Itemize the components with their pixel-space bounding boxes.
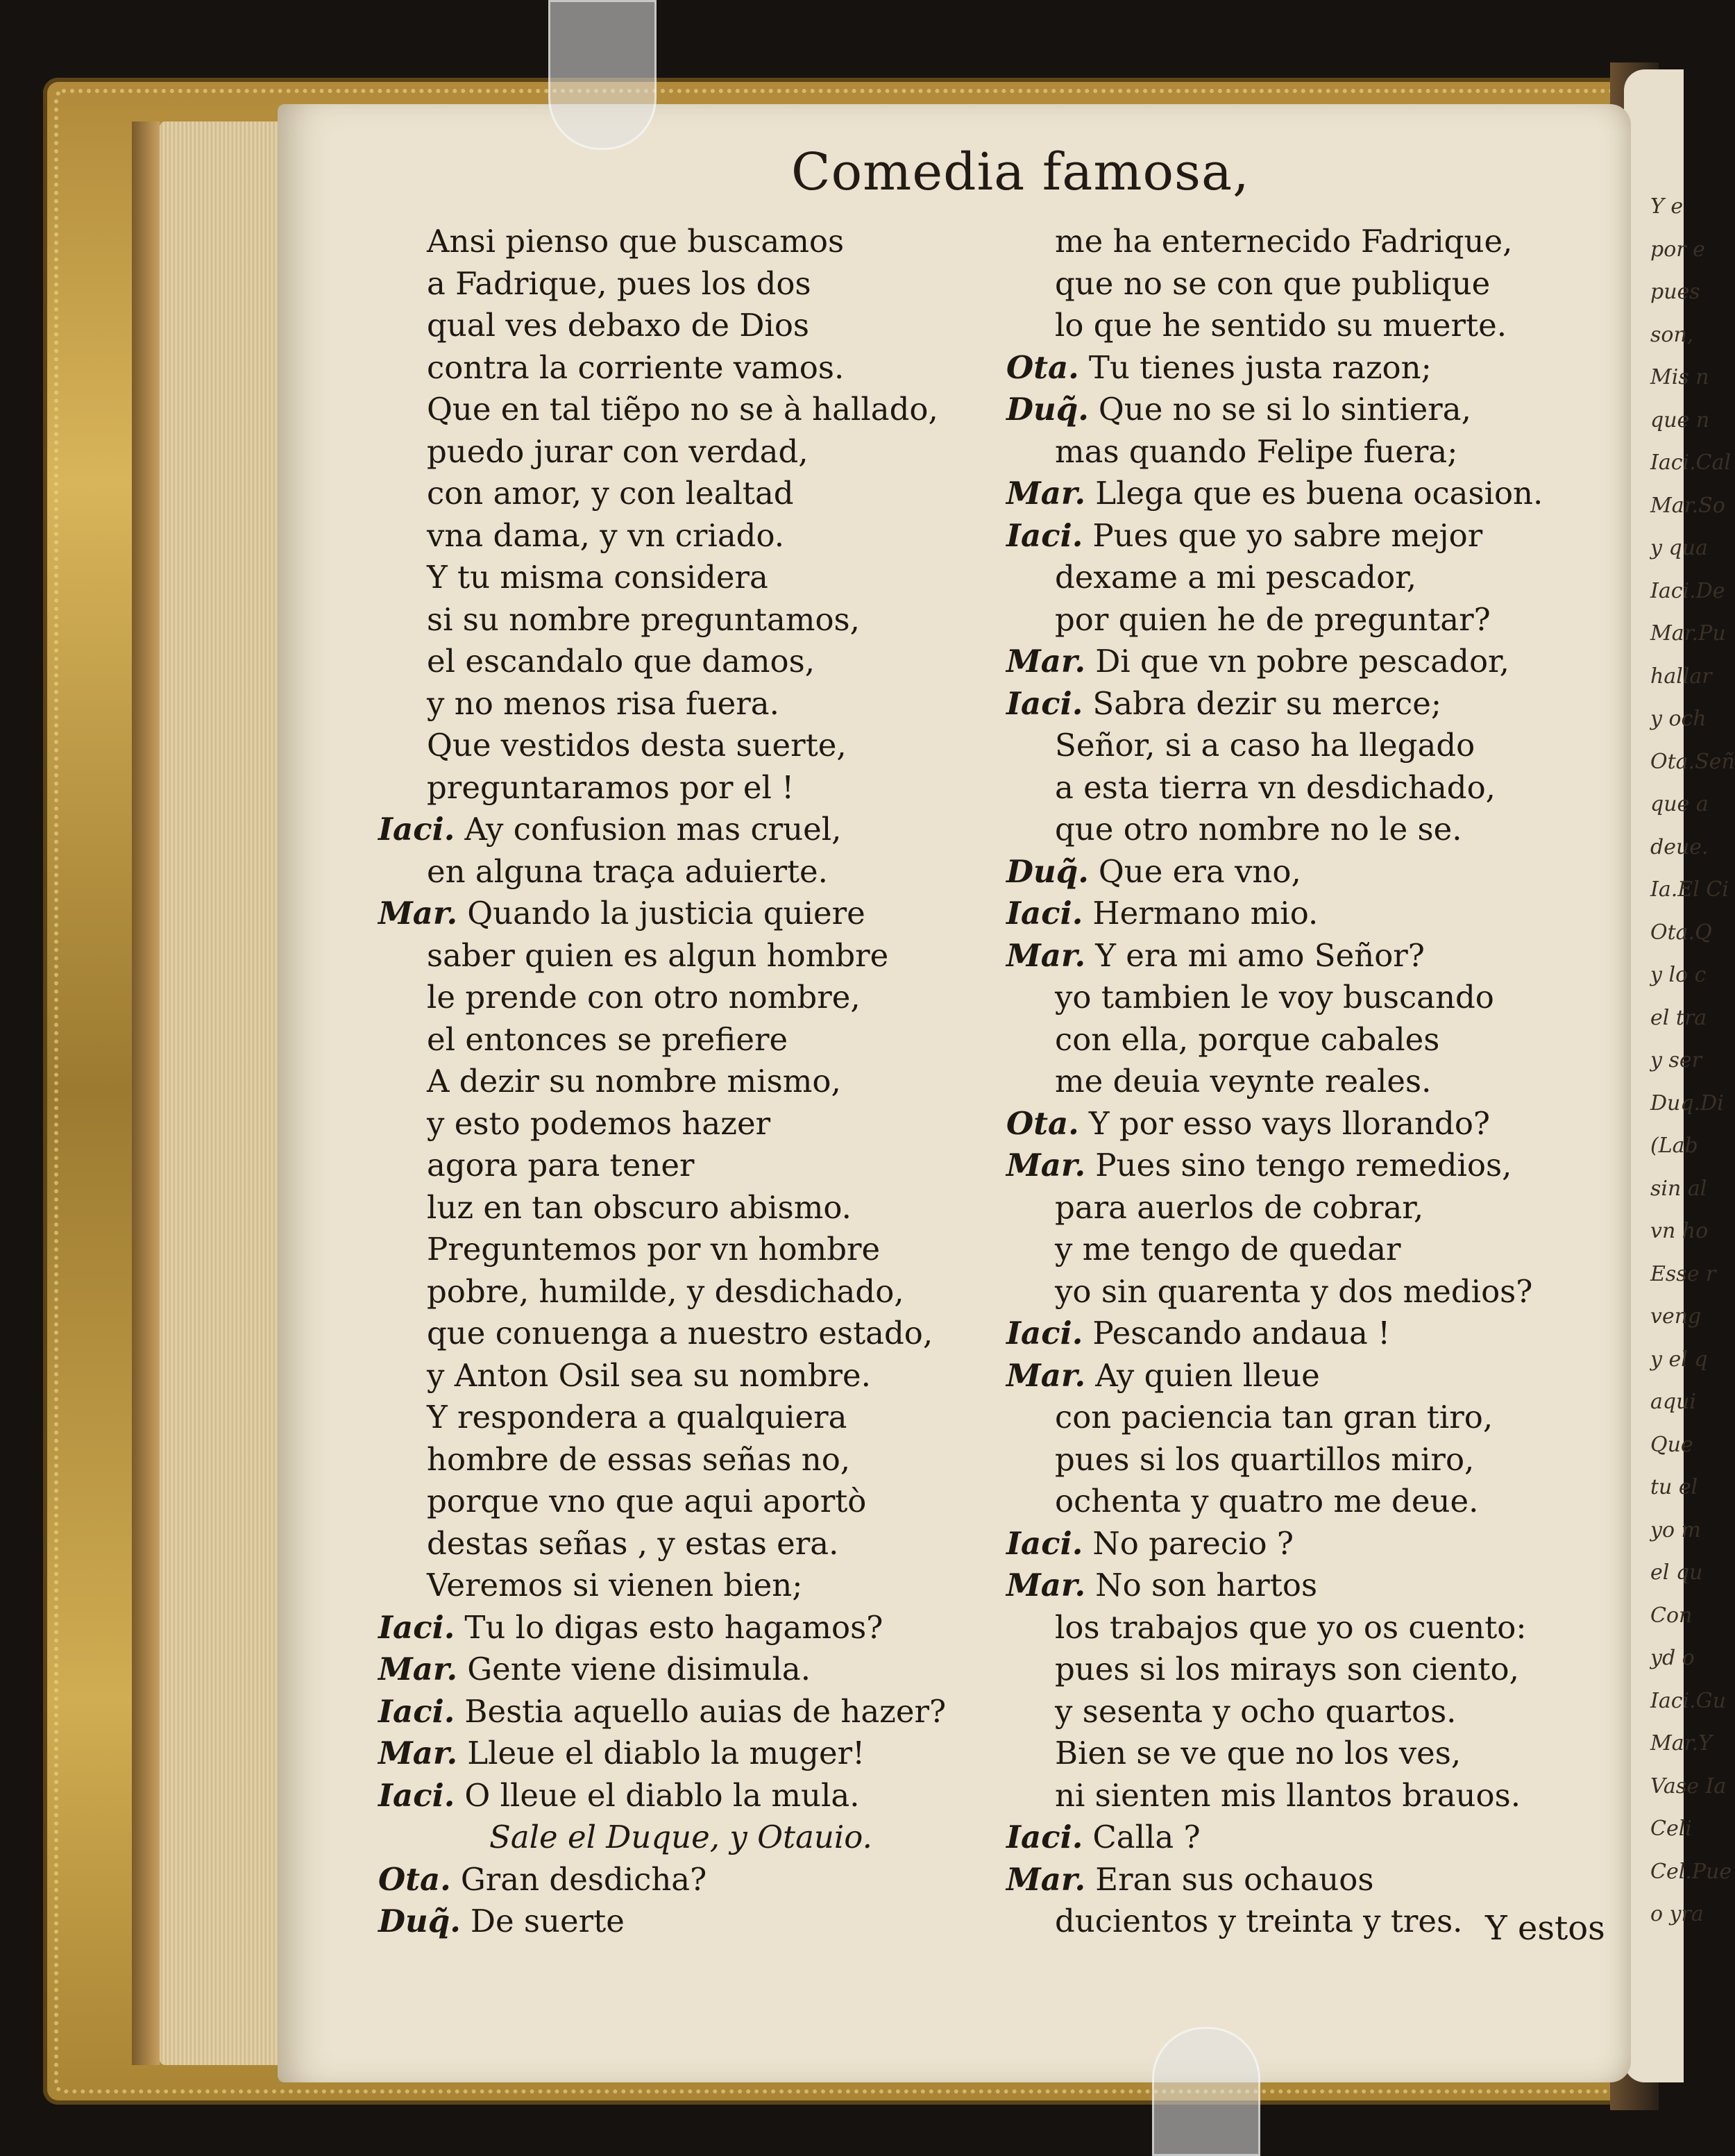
- verse-line: [1006, 1061, 1575, 1103]
- verse-text: Hermano mio.: [1092, 895, 1319, 932]
- verse-text: O lleue el diablo la mula.: [464, 1776, 860, 1814]
- verse-line: [1006, 767, 1575, 809]
- facing-page-fragment: Con: [1650, 1603, 1693, 1628]
- speaker-label: Mar.: [1006, 1567, 1086, 1603]
- speaker-label: Iaci.: [1006, 684, 1083, 722]
- facing-page-fragment: Esse r: [1650, 1261, 1716, 1286]
- verse-line: [378, 1103, 975, 1145]
- verse-line: [1006, 1733, 1575, 1775]
- speaker-label: Ota.: [1006, 348, 1079, 386]
- verse-text: Y era mi amo Señor?: [1095, 936, 1425, 974]
- verse-text: qual ves debaxo de Dios: [427, 307, 810, 344]
- verse-line: [1006, 977, 1575, 1019]
- verse-text: No son hartos: [1095, 1567, 1318, 1603]
- facing-page-fragment: yd o: [1650, 1646, 1695, 1670]
- speaker-label: Iaci.: [378, 1608, 455, 1646]
- facing-page-fragment: Vase Ia: [1650, 1774, 1727, 1799]
- verse-line: [378, 767, 975, 809]
- speaker-label: Iaci.: [1006, 1524, 1083, 1562]
- verse-line: [378, 1481, 975, 1523]
- verse-text: destas señas , y estas era.: [427, 1524, 839, 1562]
- speaker-label: Iaci.: [378, 1776, 455, 1814]
- facing-page-fragment: y lo c: [1650, 963, 1707, 987]
- verse-text: y no menos risa fuera.: [427, 684, 779, 722]
- facing-page-fragment: Ia.El Ci: [1650, 877, 1729, 902]
- verse-line: [378, 1271, 975, 1313]
- facing-page-fragment: pues: [1650, 280, 1700, 304]
- speaker-label: Duq̃.: [378, 1903, 461, 1939]
- facing-page-fragment: Iaci.De: [1650, 578, 1725, 603]
- facing-page-fragment: el qu: [1650, 1560, 1703, 1585]
- facing-page-fragment: Que: [1650, 1432, 1693, 1457]
- verse-line: [378, 1439, 975, 1481]
- verse-line: [1006, 809, 1575, 851]
- verse-line: [1006, 1229, 1575, 1271]
- verse-line: [378, 1565, 975, 1607]
- verse-line: [1006, 1607, 1575, 1649]
- verse-text: A dezir su nombre mismo,: [427, 1063, 841, 1100]
- verse-line: [378, 851, 975, 893]
- verse-line: [1006, 431, 1575, 473]
- verse-text: a esta tierra vn desdichado,: [1055, 768, 1496, 806]
- facing-page-fragment: Mis n: [1650, 365, 1709, 389]
- verse-text: Pescando andaua !: [1092, 1315, 1391, 1351]
- verse-line: [1006, 1523, 1575, 1565]
- speaker-label: Mar.: [1006, 475, 1086, 512]
- speaker-label: Mar.: [1006, 1147, 1086, 1184]
- facing-page-fragment: tu el: [1650, 1475, 1698, 1499]
- verse-text: el entonces se prefiere: [427, 1020, 788, 1058]
- verse-text: y esto podemos hazer: [427, 1104, 771, 1142]
- verse-text: Y respondera a qualquiera: [427, 1399, 847, 1435]
- facing-page-fragment: sin al: [1650, 1176, 1707, 1201]
- verse-text: que otro nombre no le se.: [1055, 811, 1462, 848]
- left-text-column: [378, 221, 975, 1943]
- speaker-label: Iaci.: [1006, 895, 1083, 932]
- facing-page-fragment: y qua: [1650, 536, 1708, 560]
- verse-text: y Anton Osil sea su nombre.: [427, 1356, 871, 1394]
- verse-line: [378, 1775, 975, 1817]
- verse-line: [378, 1649, 975, 1691]
- verse-line: [1006, 1439, 1575, 1481]
- verse-line: [378, 1397, 975, 1439]
- speaker-label: Ota.: [1006, 1104, 1079, 1142]
- verse-text: con paciencia tan gran tiro,: [1055, 1399, 1493, 1435]
- speaker-label: Mar.: [1006, 1860, 1086, 1898]
- verse-text: para auerlos de cobrar,: [1055, 1188, 1424, 1226]
- verse-text: los trabajos que yo os cuento:: [1055, 1608, 1527, 1646]
- verse-line: [378, 431, 975, 473]
- facing-page-fragment: son,: [1650, 322, 1694, 347]
- verse-text: Bestia aquello auias de hazer?: [464, 1692, 947, 1730]
- verse-text: agora para tener: [427, 1147, 695, 1184]
- speaker-label: Mar.: [1006, 1356, 1086, 1394]
- verse-text: Que no se si lo sintiera,: [1098, 391, 1471, 428]
- speaker-label: Iaci.: [378, 1692, 455, 1730]
- verse-line: [1006, 893, 1575, 935]
- verse-line: [378, 1691, 975, 1733]
- verse-text: Calla ?: [1092, 1819, 1201, 1855]
- verse-text: vna dama, y vn criado.: [427, 516, 785, 554]
- verse-text: Y por esso vays llorando?: [1088, 1104, 1491, 1142]
- verse-text: Pues que yo sabre mejor: [1092, 516, 1483, 554]
- verse-line: [378, 389, 975, 431]
- verse-line: [378, 935, 975, 977]
- verse-text: hombre de essas señas no,: [427, 1440, 851, 1478]
- verse-text: Gran desdicha?: [460, 1860, 707, 1898]
- page-edges: [160, 121, 285, 2065]
- verse-line: [378, 893, 975, 935]
- verse-text: yo tambien le voy buscando: [1055, 979, 1494, 1016]
- verse-line: [378, 515, 975, 557]
- verse-text: Gente viene disimula.: [467, 1651, 811, 1687]
- verse-line: [1006, 641, 1575, 683]
- running-head: Comedia famosa,: [791, 142, 1250, 202]
- verse-text: Di que vn pobre pescador,: [1095, 643, 1509, 680]
- verse-line: [1006, 1313, 1575, 1355]
- verse-line: [1006, 389, 1575, 431]
- facing-page-fragment: Mar.Pu: [1650, 621, 1726, 646]
- verse-text: Bien se ve que no los ves,: [1055, 1735, 1462, 1771]
- speaker-label: Mar.: [378, 1651, 458, 1687]
- verse-text: Eran sus ochauos: [1095, 1860, 1374, 1898]
- verse-line: [1006, 1145, 1575, 1187]
- verse-line: [1006, 1103, 1575, 1145]
- verse-line: [1006, 1691, 1575, 1733]
- verse-text: luz en tan obscuro abismo.: [427, 1188, 852, 1226]
- verse-line: [378, 305, 975, 347]
- verse-text: y me tengo de quedar: [1055, 1231, 1401, 1268]
- verse-line: [378, 347, 975, 389]
- verse-line: [378, 1901, 975, 1943]
- speaker-label: Ota.: [378, 1860, 451, 1898]
- speaker-label: Mar.: [1006, 936, 1086, 974]
- verse-line: [378, 1145, 975, 1187]
- verse-line: [378, 1313, 975, 1355]
- verse-text: No parecio ?: [1092, 1524, 1294, 1562]
- verse-text: con amor, y con lealtad: [427, 475, 794, 512]
- verse-text: Ay confusion mas cruel,: [464, 811, 842, 848]
- verse-text: yo sin quarenta y dos medios?: [1055, 1272, 1533, 1310]
- verse-text: ducientos y treinta y tres.: [1055, 1903, 1463, 1939]
- verse-text: puedo jurar con verdad,: [427, 432, 809, 470]
- verse-text: Preguntemos por vn hombre: [427, 1231, 881, 1268]
- facing-page-fragment: Ota.Q: [1650, 920, 1712, 945]
- speaker-label: Iaci.: [1006, 1315, 1083, 1351]
- facing-page-fragment: Cel.Pue: [1650, 1859, 1732, 1884]
- verse-text: saber quien es algun hombre: [427, 936, 889, 974]
- facing-page-fragment: o yra: [1650, 1902, 1704, 1926]
- facing-page-fragment: veng: [1650, 1304, 1702, 1329]
- verse-text: que conuenga a nuestro estado,: [427, 1315, 933, 1351]
- speaker-label: Iaci.: [1006, 1819, 1083, 1855]
- verse-line: [378, 1187, 975, 1229]
- verse-text: ochenta y quatro me deue.: [1055, 1483, 1479, 1519]
- facing-page-fragment: el tra: [1650, 1005, 1707, 1030]
- verse-line: [378, 1061, 975, 1103]
- facing-page-fragment: vn ho: [1650, 1219, 1709, 1243]
- verse-text: Pues sino tengo remedios,: [1095, 1147, 1512, 1184]
- verse-line: [1006, 1397, 1575, 1439]
- verse-line: [1006, 683, 1575, 725]
- facing-page-fragment: y och: [1650, 707, 1707, 731]
- verse-text: porque vno que aqui aportò: [427, 1483, 867, 1519]
- verse-text: pues si los quartillos miro,: [1055, 1440, 1475, 1478]
- facing-page-fragment: que a: [1650, 792, 1709, 816]
- verse-line: [378, 1355, 975, 1397]
- verse-text: el escandalo que damos,: [427, 643, 815, 680]
- verse-text: Ansi pienso que buscamos: [427, 223, 845, 260]
- verse-text: pues si los mirays son ciento,: [1055, 1651, 1519, 1687]
- speaker-label: Mar.: [378, 895, 458, 932]
- verse-text: dexame a mi pescador,: [1055, 559, 1417, 596]
- facing-page-fragment: por e: [1650, 237, 1705, 262]
- verse-line: [1006, 1355, 1575, 1397]
- verse-line: [1006, 347, 1575, 389]
- verse-text: a Fadrique, pues los dos: [427, 264, 811, 302]
- verse-line: [378, 725, 975, 767]
- verse-line: [378, 557, 975, 599]
- verse-line: [378, 683, 975, 725]
- facing-page-fragment: aqui: [1650, 1390, 1697, 1414]
- verse-text: me deuia veynte reales.: [1055, 1063, 1432, 1100]
- verse-text: Veremos si vienen bien;: [427, 1567, 803, 1603]
- verse-text: con ella, porque cabales: [1055, 1020, 1440, 1058]
- verse-text: ni sienten mis llantos brauos.: [1055, 1776, 1521, 1814]
- verse-text: pobre, humilde, y desdichado,: [427, 1272, 904, 1310]
- verse-text: Lleue el diablo la muger!: [467, 1735, 865, 1771]
- verse-line: [378, 1607, 975, 1649]
- facing-page-fragment: Y e: [1650, 194, 1684, 219]
- verse-text: le prende con otro nombre,: [427, 979, 861, 1016]
- verse-line: [1006, 1565, 1575, 1607]
- verse-line: [378, 599, 975, 641]
- verse-line: [378, 263, 975, 305]
- verse-text: De suerte: [470, 1903, 625, 1939]
- verse-line: [1006, 1481, 1575, 1523]
- speaker-label: Duq̃.: [1006, 391, 1089, 428]
- facing-page-fragment: Iaci.Gu: [1650, 1688, 1726, 1713]
- verse-text: preguntaramos por el !: [427, 768, 795, 806]
- verse-line: [378, 641, 975, 683]
- facing-page-fragment: Mar.Y: [1650, 1731, 1712, 1755]
- stage-direction: [378, 1817, 975, 1859]
- verse-line: [1006, 1859, 1575, 1901]
- verse-text: y sesenta y ocho quartos.: [1055, 1692, 1457, 1730]
- verse-text: Señor, si a caso ha llegado: [1055, 727, 1475, 764]
- verse-line: [1006, 1649, 1575, 1691]
- verse-line: [378, 809, 975, 851]
- verse-line: [1006, 473, 1575, 515]
- verse-line: [378, 1523, 975, 1565]
- verse-line: [378, 1859, 975, 1901]
- verse-line: [1006, 305, 1575, 347]
- verse-line: [378, 1733, 975, 1775]
- verse-line: [378, 473, 975, 515]
- facing-page: [1624, 69, 1735, 2082]
- facing-page-fragment: (Lab: [1650, 1134, 1698, 1158]
- verse-line: [1006, 1271, 1575, 1313]
- verse-line: [1006, 1775, 1575, 1817]
- verse-text: Y tu misma considera: [427, 559, 768, 596]
- page-clip-bottom: [1152, 2027, 1260, 2156]
- facing-page-fragment: Iaci.Cal: [1650, 450, 1732, 475]
- verse-text: mas quando Felipe fuera;: [1055, 432, 1458, 470]
- verse-line: [1006, 1187, 1575, 1229]
- facing-page-fragment: Duq.Di: [1650, 1090, 1724, 1115]
- facing-page-fragment: Ota.Señ: [1650, 749, 1735, 774]
- verse-text: Tu tienes justa razon;: [1088, 348, 1432, 386]
- verse-line: [1006, 599, 1575, 641]
- verse-text: Quando la justicia quiere: [467, 895, 865, 932]
- verse-text: Tu lo digas esto hagamos?: [464, 1608, 883, 1646]
- speaker-label: Iaci.: [378, 811, 455, 848]
- verse-text: Que vestidos desta suerte,: [427, 727, 847, 764]
- verse-text: Que en tal tiẽpo no se à hallado,: [427, 391, 938, 428]
- verse-text: Ay quien lleue: [1095, 1356, 1320, 1394]
- verse-line: [1006, 1817, 1575, 1859]
- verse-line: [1006, 221, 1575, 263]
- facing-page-fragment: deue.: [1650, 834, 1709, 859]
- facing-page-fragment: yo m: [1650, 1517, 1701, 1542]
- verse-text: me ha enternecido Fadrique,: [1055, 223, 1513, 260]
- verse-text: contra la corriente vamos.: [427, 348, 845, 386]
- facing-page-fragment: Celi: [1650, 1817, 1692, 1841]
- stage-direction-text: Sale el Duque, y Otauio.: [489, 1819, 872, 1855]
- verse-line: [378, 1229, 975, 1271]
- verse-line: [1006, 515, 1575, 557]
- speaker-label: Duq̃.: [1006, 852, 1089, 890]
- verse-text: Sabra dezir su merce;: [1092, 684, 1442, 722]
- facing-page-fragment: Mar.So: [1650, 493, 1725, 518]
- verse-text: en alguna traça aduierte.: [427, 852, 828, 890]
- verse-text: Llega que es buena ocasion.: [1095, 475, 1543, 512]
- speaker-label: Mar.: [378, 1735, 458, 1771]
- facing-page-fragment: hallar: [1650, 664, 1712, 689]
- verse-line: [378, 1019, 975, 1061]
- right-text-column: [1006, 221, 1575, 1943]
- verse-line: [1006, 935, 1575, 977]
- speaker-label: Iaci.: [1006, 516, 1083, 554]
- verse-line: [378, 221, 975, 263]
- facing-page-fragment: y el q: [1650, 1347, 1708, 1372]
- verse-line: [1006, 557, 1575, 599]
- verse-line: [378, 977, 975, 1019]
- verse-line: [1006, 725, 1575, 767]
- facing-page-fragment: y ser: [1650, 1048, 1702, 1072]
- speaker-label: Mar.: [1006, 643, 1086, 680]
- verse-text: por quien he de preguntar?: [1055, 600, 1491, 638]
- catchword: Y estos: [1485, 1909, 1605, 1948]
- verse-text: Que era vno,: [1098, 852, 1301, 890]
- page-clip-top: [548, 0, 657, 150]
- verse-line: [1006, 1019, 1575, 1061]
- facing-page-fragment: que n: [1650, 407, 1710, 432]
- verse-line: [1006, 851, 1575, 893]
- verse-line: [1006, 263, 1575, 305]
- verse-text: si su nombre preguntamos,: [427, 600, 860, 638]
- verse-text: lo que he sentido su muerte.: [1055, 307, 1507, 344]
- verse-text: que no se con que publique: [1055, 264, 1491, 302]
